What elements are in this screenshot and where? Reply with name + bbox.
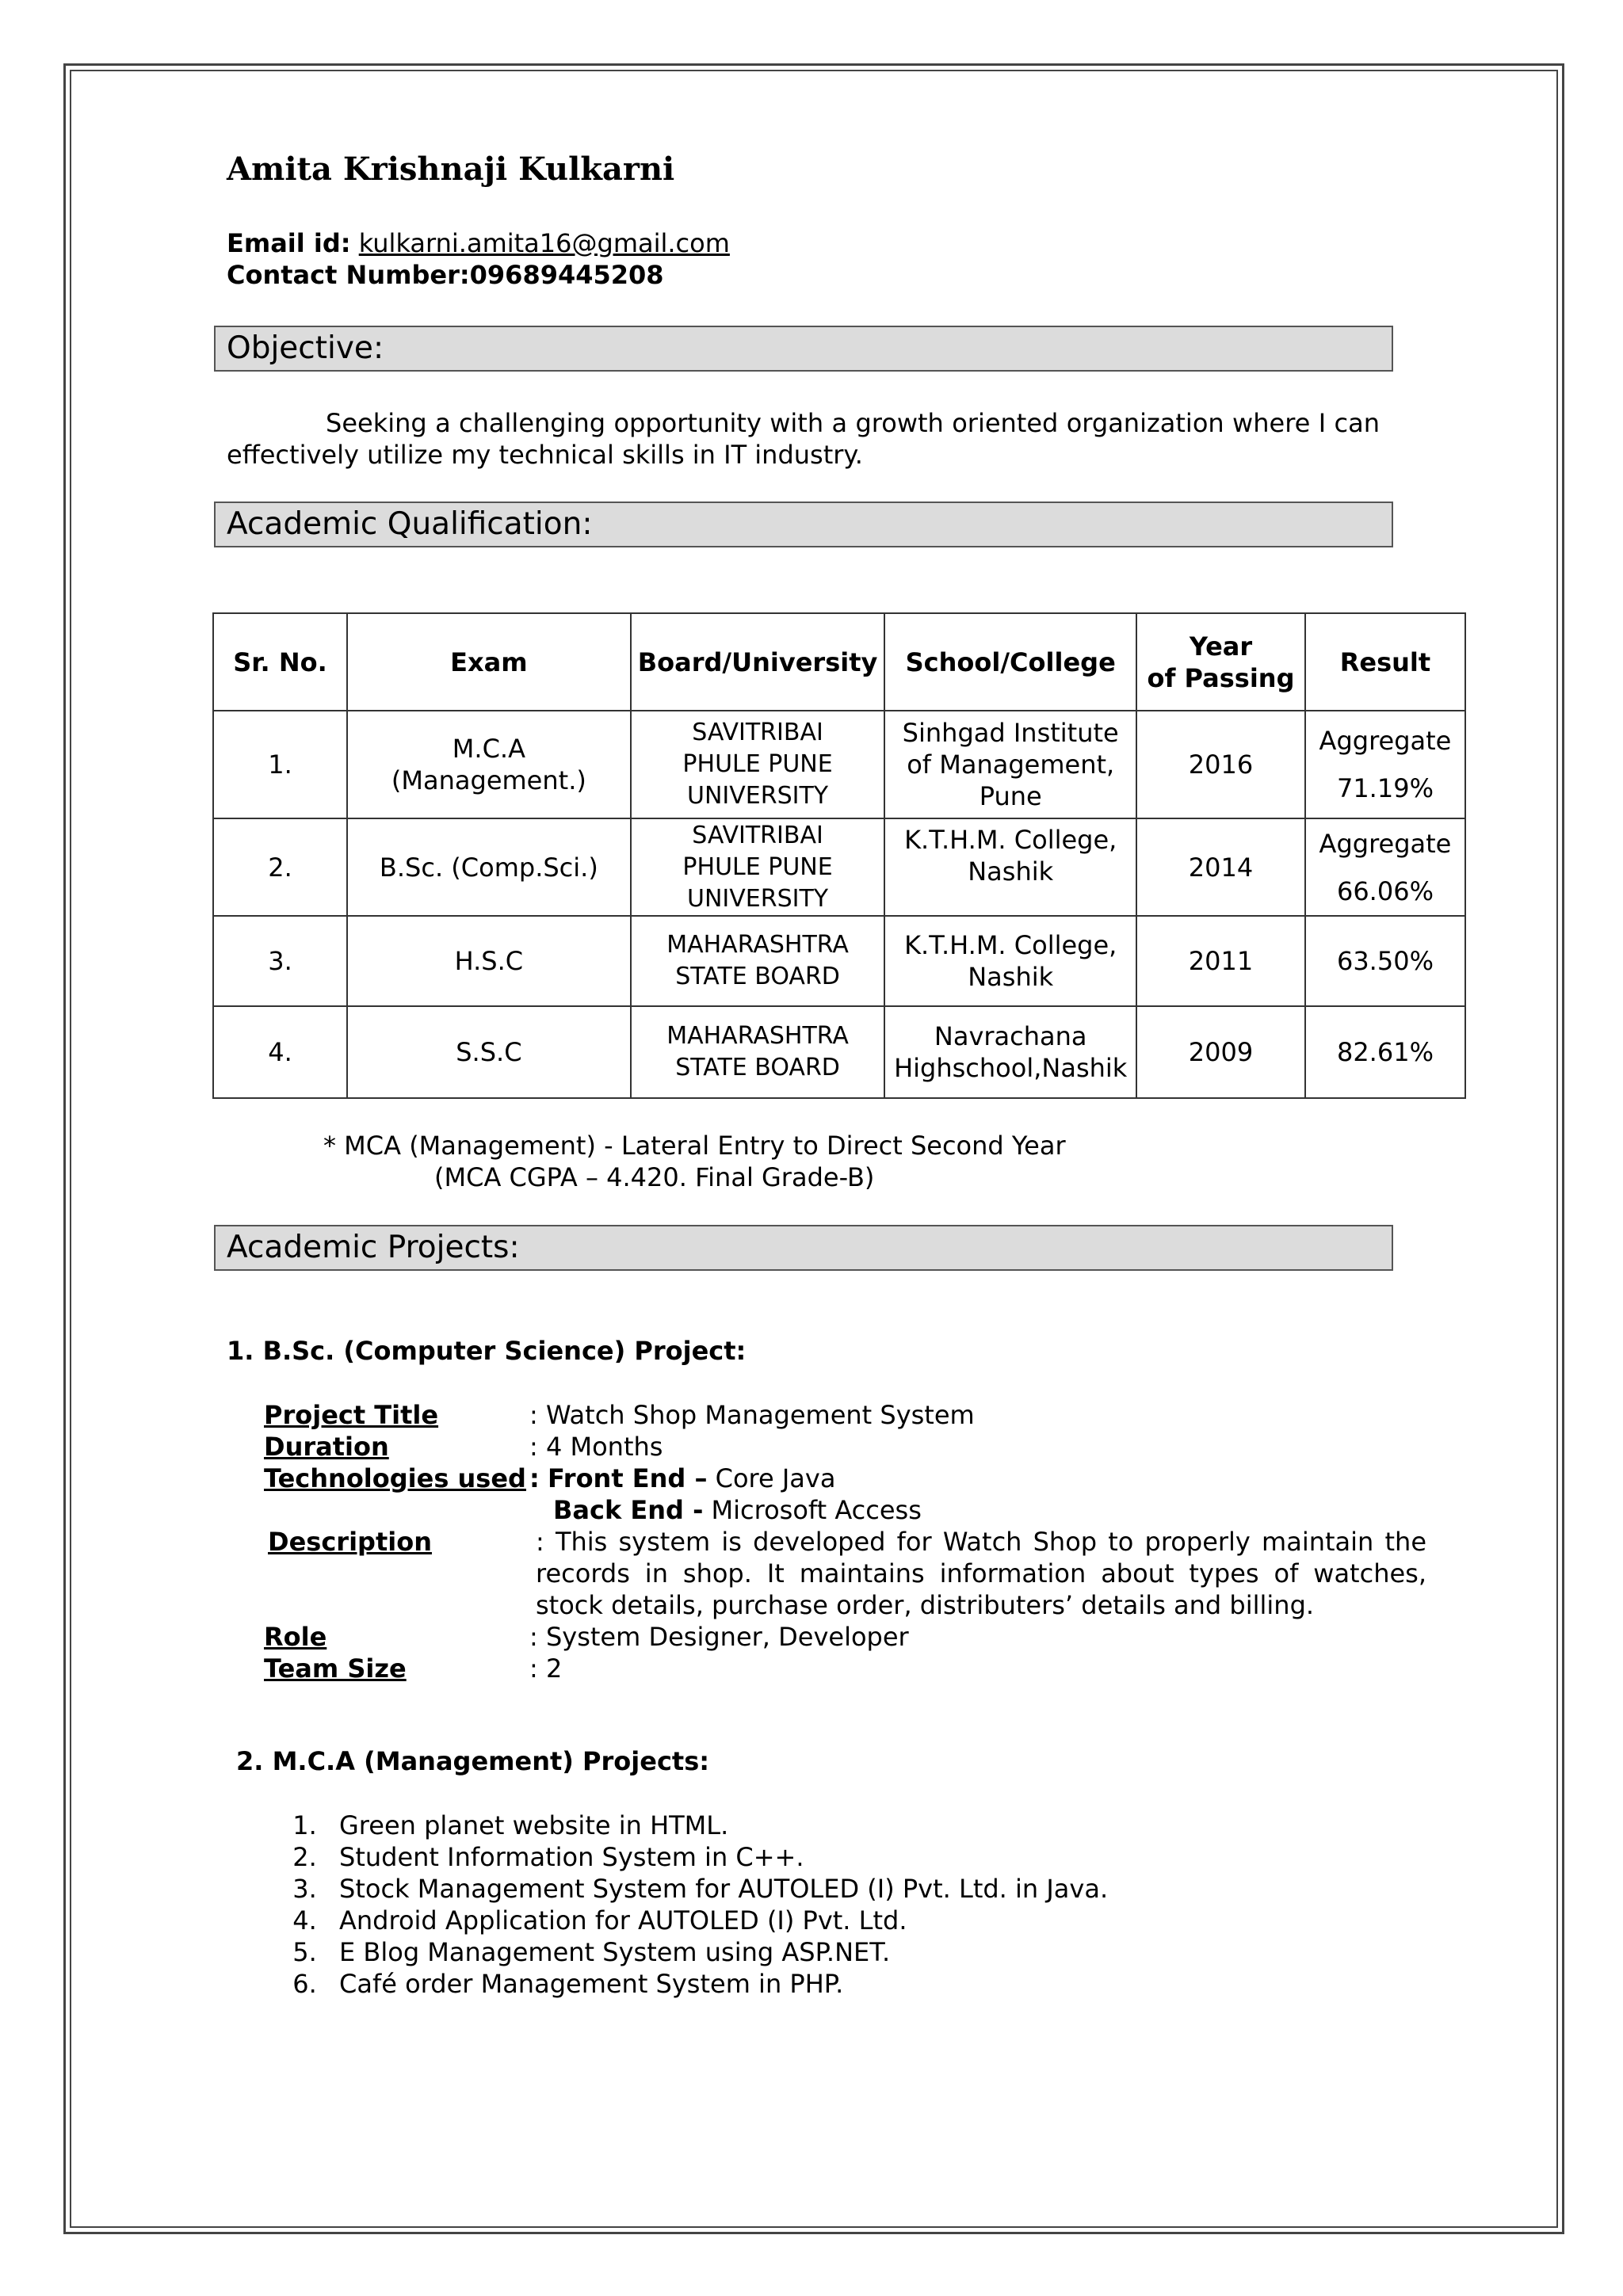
cell-year: 2009 <box>1136 1006 1305 1098</box>
bsc-project-heading: 1. B.Sc. (Computer Science) Project: <box>227 1336 747 1366</box>
cell-school-line: of Management, <box>907 749 1115 780</box>
list-item: 3. Stock Management System for AUTOLED (I) Pvt. Ltd. in Java. <box>325 1873 1108 1905</box>
qualification-table <box>212 612 1466 1099</box>
label-duration <box>264 1431 389 1463</box>
list-item: 4. Android Application for AUTOLED (I) Pvt. Ltd. <box>325 1905 1108 1936</box>
cell-result-line: 71.19% <box>1336 773 1434 803</box>
cell-result-line: Aggregate <box>1319 828 1452 859</box>
cell-board-line: PHULE PUNE <box>682 750 833 778</box>
cell-school <box>884 1006 1136 1098</box>
front-end-label: Front End – <box>547 1463 708 1493</box>
label-project-title <box>264 1399 438 1431</box>
cell-exam: B.Sc. (Comp.Sci.) <box>347 818 631 916</box>
cell-sr: 1. <box>213 711 347 818</box>
value-duration: : 4 Months <box>529 1432 663 1462</box>
role-label: Role <box>264 1622 327 1652</box>
table-row <box>213 711 1465 818</box>
value-role: : System Designer, Developer <box>529 1622 909 1652</box>
description-label: Description <box>268 1527 432 1557</box>
objective-text: Seeking a challenging opportunity with a growth oriented organization where I can effectively utilize my technical skills in IT industry. <box>227 408 1380 470</box>
cell-school <box>884 916 1136 1006</box>
cell-exam: S.S.C <box>347 1006 631 1098</box>
cell-board-line: SAVITRIBAI <box>692 719 823 746</box>
section-academic-projects: Academic Projects: <box>214 1225 1393 1271</box>
back-end-value: Microsoft Access <box>711 1495 922 1525</box>
team-size-label: Team Size <box>264 1653 407 1684</box>
cell-school-line: Highschool,Nashik <box>894 1053 1128 1083</box>
cell-school-line: Nashik <box>968 856 1054 887</box>
cell-school-line: Pune <box>979 781 1042 811</box>
cell-result-line: 66.06% <box>1336 875 1434 906</box>
objective-heading-colon: : <box>372 330 384 366</box>
list-item: 5. E Blog Management System using ASP.NET. <box>325 1936 1108 1968</box>
email-link[interactable]: kulkarni.amita16@gmail.com <box>358 228 730 258</box>
mca-note-line2: (MCA CGPA – 4.420. Final Grade-B) <box>434 1162 875 1192</box>
value-team-size: : 2 <box>529 1653 563 1684</box>
back-end-label: Back End - <box>553 1495 704 1525</box>
value-front-end <box>529 1463 835 1494</box>
cell-result <box>1305 711 1465 818</box>
cell-school-line: Sinhgad Institute <box>902 718 1119 748</box>
cell-school-line: Nashik <box>968 962 1054 992</box>
cell-school <box>884 711 1136 818</box>
mca-project-list <box>254 1810 1108 2000</box>
mca-note-line1: * MCA (Management) - Lateral Entry to Direct Second Year <box>323 1131 1066 1161</box>
cell-exam: H.S.C <box>347 916 631 1006</box>
table-header-row <box>213 613 1465 711</box>
label-team-size <box>264 1653 407 1684</box>
email-label: Email id: <box>227 228 351 258</box>
col-board: Board/University <box>631 613 885 711</box>
cell-board <box>631 916 885 1006</box>
table-row <box>213 916 1465 1006</box>
col-year-line2: of Passing <box>1147 662 1295 693</box>
cell-exam-line: (Management.) <box>391 765 586 795</box>
table-row <box>213 818 1465 916</box>
cell-board-line: STATE BOARD <box>675 963 840 990</box>
cell-board-line: MAHARASHTRA <box>666 931 849 959</box>
contact-line <box>227 260 664 290</box>
project-title-label: Project Title <box>264 1400 439 1430</box>
cell-board-line: STATE BOARD <box>675 1054 840 1081</box>
technologies-label: Technologies used <box>264 1463 526 1493</box>
cell-board-line: MAHARASHTRA <box>666 1022 849 1050</box>
list-item: 1. Green planet website in HTML. <box>325 1810 1108 1841</box>
list-item: 6. Café order Management System in PHP. <box>325 1968 1108 2000</box>
list-item: 2. Student Information System in C++. <box>325 1841 1108 1873</box>
col-sr-no: Sr. No. <box>213 613 347 711</box>
section-objective <box>214 326 1393 372</box>
cell-board-line: UNIVERSITY <box>687 884 829 913</box>
cell-year: 2011 <box>1136 916 1305 1006</box>
contact-number: 09689445208 <box>469 260 664 290</box>
cell-result-line: Aggregate <box>1319 726 1452 756</box>
cell-school <box>884 818 1136 916</box>
label-technologies <box>264 1463 526 1494</box>
cell-board-line: SAVITRIBAI <box>692 821 823 849</box>
cell-board <box>631 711 885 818</box>
col-school: School/College <box>884 613 1136 711</box>
cell-school-line: Navrachana <box>934 1021 1087 1051</box>
candidate-name: Amita Krishnaji Kulkarni <box>227 151 675 188</box>
cell-board-line: UNIVERSITY <box>687 782 829 810</box>
front-end-value: Core Java <box>715 1463 836 1493</box>
email-line <box>227 228 730 258</box>
section-academic-qualification: Academic Qualification: <box>214 502 1393 547</box>
mca-projects-heading: 2. M.C.A (Management) Projects: <box>236 1746 710 1776</box>
cell-exam-line: M.C.A <box>452 734 525 764</box>
cell-result: 82.61% <box>1305 1006 1465 1098</box>
cell-exam <box>347 711 631 818</box>
value-project-title: : Watch Shop Management System <box>529 1400 975 1430</box>
duration-label: Duration <box>264 1432 389 1462</box>
col-exam: Exam <box>347 613 631 711</box>
col-result: Result <box>1305 613 1465 711</box>
col-year-line1: Year <box>1189 631 1253 662</box>
table-row <box>213 1006 1465 1098</box>
objective-heading: Objective <box>227 330 373 366</box>
cell-result: 63.50% <box>1305 916 1465 1006</box>
value-description: : This system is developed for Watch Shop to properly maintain the records in shop. It maintains information about types of watches, stock details, purchase order, distributers’ details and billing. <box>536 1527 1426 1620</box>
value-back-end <box>553 1494 922 1526</box>
cell-board <box>631 1006 885 1098</box>
cell-sr: 2. <box>213 818 347 916</box>
contact-label: Contact Number: <box>227 260 470 290</box>
cell-school-line: K.T.H.M. College, <box>904 825 1117 855</box>
cell-result <box>1305 818 1465 916</box>
cell-year: 2016 <box>1136 711 1305 818</box>
label-role <box>264 1621 327 1653</box>
cell-sr: 3. <box>213 916 347 1006</box>
cell-board-line: PHULE PUNE <box>682 852 833 881</box>
cell-board <box>631 818 885 916</box>
tech-colon: : <box>529 1463 540 1493</box>
cell-school-line: K.T.H.M. College, <box>904 930 1117 960</box>
col-year <box>1136 613 1305 711</box>
label-description <box>268 1526 432 1558</box>
cell-sr: 4. <box>213 1006 347 1098</box>
cell-year: 2014 <box>1136 818 1305 916</box>
